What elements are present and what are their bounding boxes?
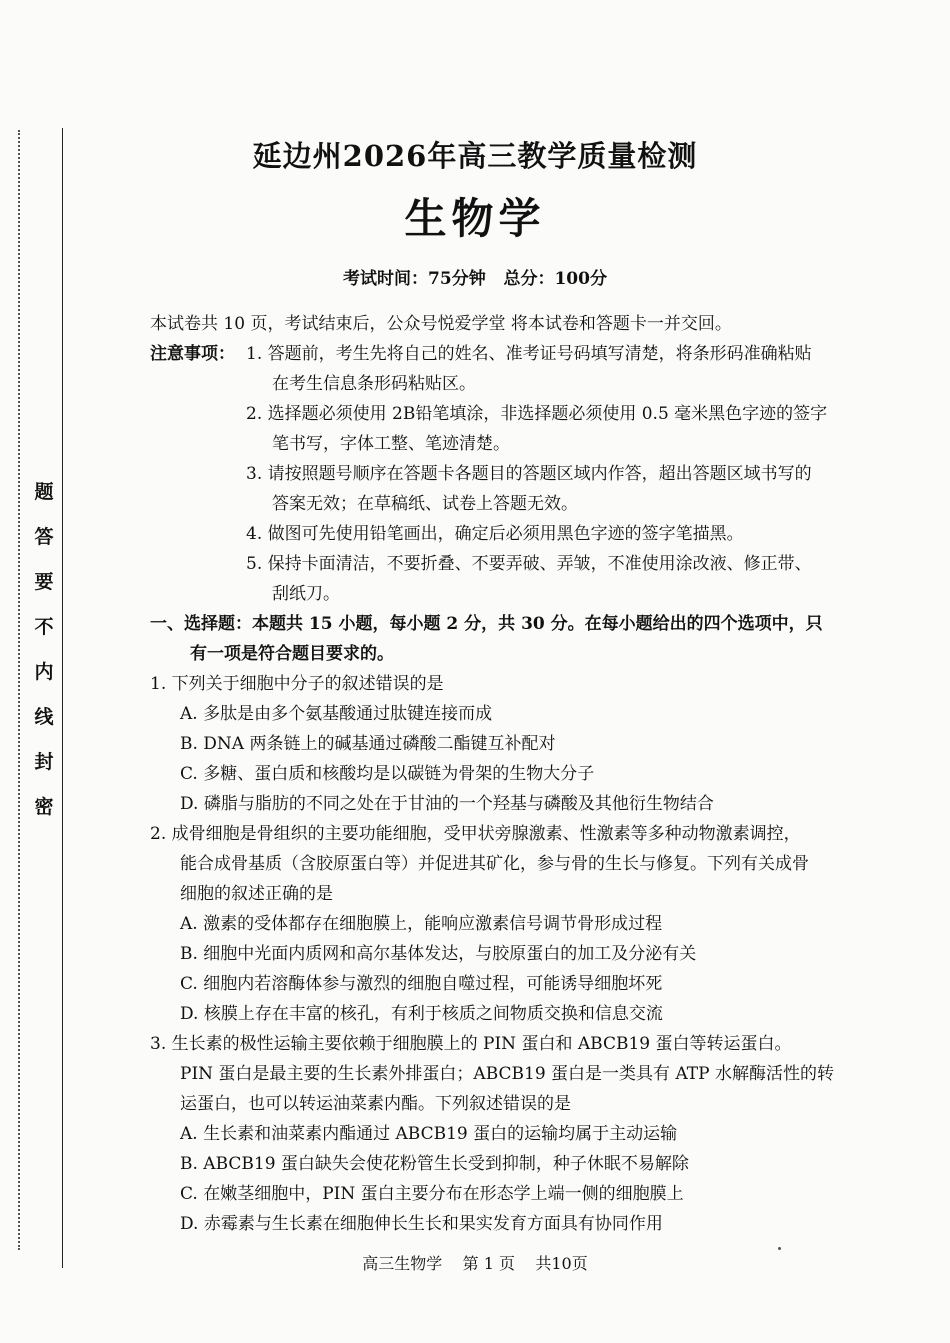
note-line: 4. 做图可先使用铅笔画出，确定后必须用黑色字迹的签字笔描黑。 <box>246 524 744 544</box>
question-stem-cont: 细胞的叙述正确的是 <box>180 884 333 904</box>
option-b: B. ABCB19 蛋白缺失会使花粉管生长受到抑制，种子休眠不易解除 <box>180 1154 689 1174</box>
binding-solid-line <box>62 128 63 1268</box>
option-a: A. 激素的受体都存在细胞膜上，能响应激素信号调节骨形成过程 <box>180 914 663 934</box>
option-d: D. 赤霉素与生长素在细胞伸长生长和果实发育方面具有协同作用 <box>180 1214 663 1234</box>
note-line: 1. 答题前，考生先将自己的姓名、准考证号码填写清楚，将条形码准确粘贴 <box>246 344 812 364</box>
page-footer: 高三生物学 第 1 页 共10页 <box>362 1254 588 1273</box>
option-a: A. 多肽是由多个氨基酸通过肽键连接而成 <box>180 704 493 724</box>
exam-info: 考试时间：75分钟 总分：100分 <box>343 269 607 289</box>
option-d: D. 核膜上存在丰富的核孔，有利于核质之间物质交换和信息交流 <box>180 1004 663 1024</box>
option-d: D. 磷脂与脂肪的不同之处在于甘油的一个羟基与磷酸及其他衍生物结合 <box>180 794 714 814</box>
section-heading-cont: 有一项是符合题目要求的。 <box>190 644 394 664</box>
note-line: 答案无效；在草稿纸、试卷上答题无效。 <box>272 494 578 514</box>
scan-speck <box>778 1247 781 1250</box>
seal-char: 答 <box>34 526 54 548</box>
seal-char: 要 <box>34 571 54 593</box>
option-a: A. 生长素和油菜素内酯通过 ABCB19 蛋白的运输均属于主动运输 <box>180 1124 678 1144</box>
question-stem: 1. 下列关于细胞中分子的叙述错误的是 <box>150 674 444 694</box>
note-line: 5. 保持卡面清洁，不要折叠、不要弄破、弄皱，不准使用涂改液、修正带、 <box>246 554 812 574</box>
option-b: B. 细胞中光面内质网和高尔基体发达，与胶原蛋白的加工及分泌有关 <box>180 944 697 964</box>
question-stem-cont: 运蛋白，也可以转运油菜素内酯。下列叙述错误的是 <box>180 1094 571 1114</box>
note-line: 在考生信息条形码粘贴区。 <box>272 374 476 394</box>
option-b: B. DNA 两条链上的碱基通过磷酸二酯键互补配对 <box>180 734 556 754</box>
option-c: C. 细胞内若溶酶体参与激烈的细胞自噬过程，可能诱导细胞坏死 <box>180 974 663 994</box>
seal-char: 封 <box>34 751 54 773</box>
question-stem: 2. 成骨细胞是骨组织的主要功能细胞，受甲状旁腺激素、性激素等多种动物激素调控， <box>150 824 801 844</box>
section-heading: 一、选择题：本题共 15 小题，每小题 2 分，共 30 分。在每小题给出的四个选项中，只 <box>150 614 823 634</box>
notes-label: 注意事项： <box>150 344 235 364</box>
seal-char: 线 <box>34 706 54 728</box>
question-stem-cont: 能合成骨基质（含胶原蛋白等）并促进其矿化，参与骨的生长与修复。下列有关成骨 <box>180 854 809 874</box>
seal-char: 不 <box>34 616 54 638</box>
seal-notice <box>30 482 58 842</box>
note-line: 3. 请按照题号顺序在答题卡各题目的答题区域内作答，超出答题区域书写的 <box>246 464 812 484</box>
note-line: 笔书写，字体工整、笔迹清楚。 <box>272 434 510 454</box>
binding-dotted-line <box>18 130 20 1250</box>
seal-char: 题 <box>34 481 54 503</box>
seal-char: 内 <box>34 661 54 683</box>
exam-subject: 生物学 <box>404 194 546 243</box>
intro-text: 本试卷共 10 页，考试结束后，公众号悦爱学堂 将本试卷和答题卡一并交回。 <box>150 314 732 334</box>
question-stem-cont: PIN 蛋白是最主要的生长素外排蛋白；ABCB19 蛋白是一类具有 ATP 水解酶活性的转 <box>180 1064 834 1084</box>
option-c: C. 在嫩茎细胞中，PIN 蛋白主要分布在形态学上端一侧的细胞膜上 <box>180 1184 684 1204</box>
seal-char: 密 <box>34 796 54 818</box>
note-line: 刮纸刀。 <box>272 584 340 604</box>
option-c: C. 多糖、蛋白质和核酸均是以碳链为骨架的生物大分子 <box>180 764 595 784</box>
question-stem: 3. 生长素的极性运输主要依赖于细胞膜上的 PIN 蛋白和 ABCB19 蛋白等转运蛋白。 <box>150 1034 792 1054</box>
note-line: 2. 选择题必须使用 2B铅笔填涂，非选择题必须使用 0.5 毫米黑色字迹的签字 <box>246 404 828 424</box>
exam-title: 延边州2026年高三教学质量检测 <box>252 139 698 173</box>
